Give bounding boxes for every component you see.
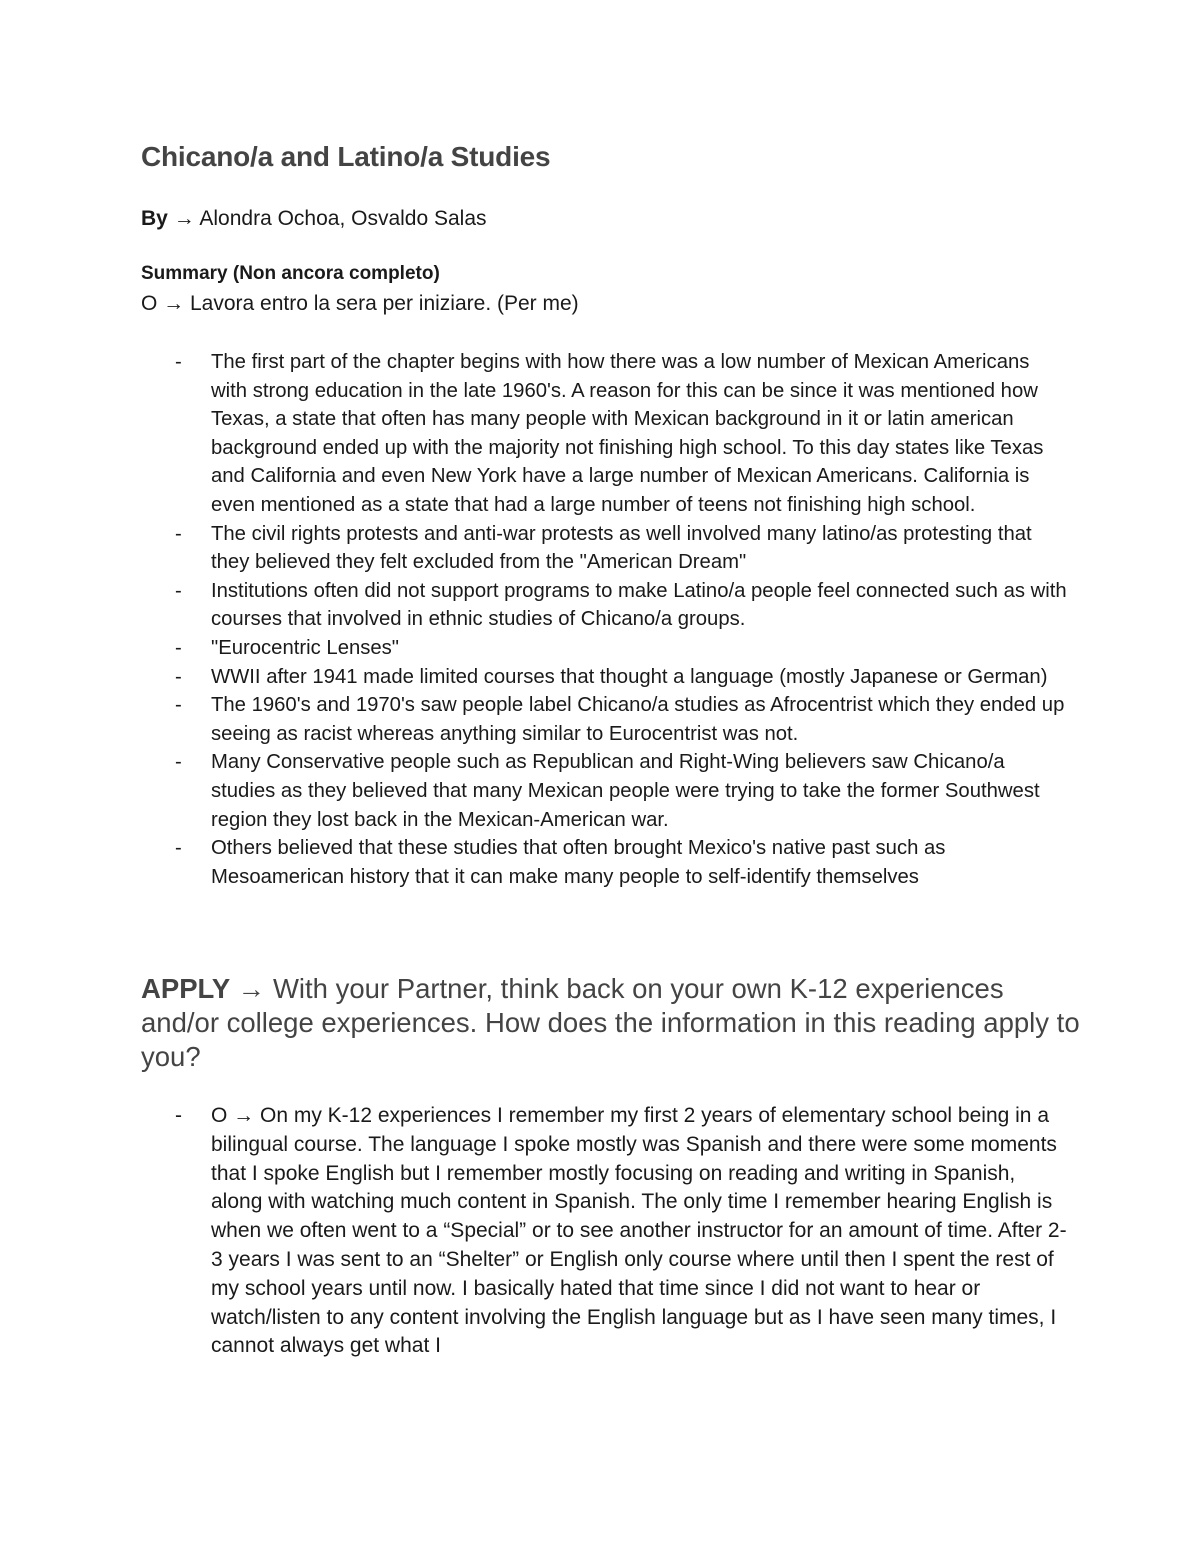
bullet-dash: -: [175, 579, 182, 602]
apply-heading: [141, 972, 1081, 1074]
list-item-text: Others believed that these studies that often brought Mexico's native past such as Mesoamerican history that it can make many people to self-identify themselves: [211, 837, 946, 888]
list-item: [141, 634, 1071, 663]
list-item: [141, 663, 1071, 692]
apply-label: APPLY: [141, 973, 231, 1004]
bullet-dash: -: [175, 522, 182, 545]
bullet-dash: -: [175, 351, 182, 373]
summary-heading: Summary (Non ancora completo): [141, 263, 440, 284]
list-item-text: WWII after 1941 made limited courses that thought a language (mostly Japanese or German): [211, 665, 1048, 688]
byline-authors: → Alondra Ochoa, Osvaldo Salas: [167, 207, 487, 230]
list-item-text: "Eurocentric Lenses": [211, 636, 400, 659]
list-item: [141, 834, 1071, 891]
list-item: [141, 348, 1071, 520]
list-item-text: The civil rights protests and anti-war protests as well involved many latino/as protesting that they believed they felt excluded from the "American Dream": [211, 522, 1032, 574]
list-item: [141, 520, 1071, 577]
list-item-text: O → On my K-12 experiences I remember my first 2 years of elementary school being in a bilingual course. The language I spoke mostly was Spanish and there were some moments that I spoke English but I remember mostly focusing on reading and writing in Spanish, along with watching much content in Spanish. The only time I remember hearing English is when we often went to a “Special” or to see another instructor for an amount of time. After 2-3 years I was sent to an “Shelter” or English only course where until then I spent the rest of my school years until now. I basically hated that time since I did not want to hear or watch/listen to any content involving the English language but as I have seen many times, I cannot always get what I: [211, 1104, 1067, 1358]
byline: [141, 207, 487, 231]
list-item-text: Many Conservative people such as Republican and Right-Wing believers saw Chicano/a studies as they believed that many Mexican people were trying to take the former Southwest region they lost back in the Mexican-American war.: [211, 751, 1040, 831]
bullet-dash: -: [175, 665, 182, 688]
bullet-dash: -: [175, 694, 182, 717]
list-item: [141, 691, 1071, 748]
bullet-dash: -: [175, 751, 182, 774]
bullet-dash: -: [175, 1104, 182, 1127]
list-item-text: Institutions often did not support programs to make Latino/a people feel connected such as with courses that involved in ethnic studies of Chicano/a groups.: [211, 579, 1067, 631]
summary-note: O → Lavora entro la sera per iniziare. (Per me): [141, 292, 579, 315]
list-item: [141, 748, 1071, 834]
list-item: [141, 577, 1071, 634]
summary-list: [141, 348, 1071, 891]
bullet-dash: -: [175, 837, 182, 860]
list-item-text: The 1960's and 1970's saw people label Chicano/a studies as Afrocentrist which they ended up seeing as racist whereas anything similar to Eurocentrist was not.: [211, 694, 1065, 745]
bullet-dash: -: [175, 636, 182, 659]
apply-list: [141, 1102, 1071, 1361]
list-item-text: The first part of the chapter begins with how there was a low number of Mexican Americans with strong education in the late 1960's. A reason for this can be since it was mentioned how Texas, a state that often has many people with Mexican background in it or latin american background ended up with the majority not finishing high school. To this day states like Texas and California and even New York have a large number of Mexican Americans. California is even mentioned as a state that had a large number of teens not finishing high school.: [211, 351, 1044, 516]
document-title: Chicano/a and Latino/a Studies: [141, 141, 551, 172]
apply-prompt: → With your Partner, think back on your own K-12 experiences and/or college experiences. How does the information in this reading apply to you?: [141, 973, 1080, 1072]
byline-label: By: [141, 207, 168, 230]
list-item: [141, 1102, 1071, 1361]
